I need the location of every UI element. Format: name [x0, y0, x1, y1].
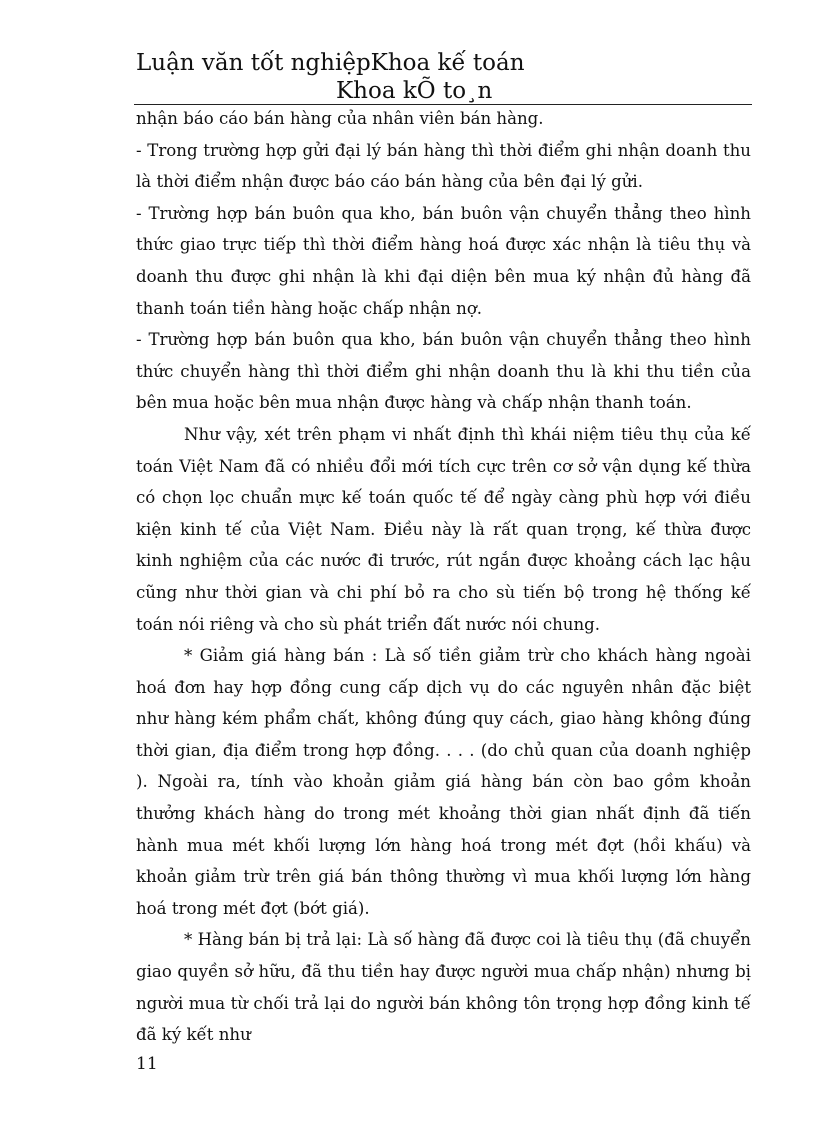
running-header-title: Luận văn tốt nghiệpKhoa kế toán — [136, 50, 525, 76]
paragraph-summary: Như vậy, xét trên phạm vi nhất định thì khái niệm tiêu thụ của kế toán Việt Nam đã có nhiều đổi mới tích cực trên cơ sở vận dụng kế thừa có chọn lọc chuẩn mực kế toán quốc tế để ngày càng phù hợp với điều kiện kinh tế của Việt Nam. Điều này là rất quan trọng, kế thừa được kinh nghiệm của các nước đi trước, rút ngắn được khoảng cách lạc hậu cũng như thời gian và chi phí bỏ ra cho sù tiến bộ trong hệ thống kế toán nói riêng và cho sù phát triển đất nước nói chung. — [136, 424, 751, 634]
document-body — [136, 103, 751, 1051]
page-number: 11 — [136, 1054, 158, 1074]
paragraph-sales-discount: * Giảm giá hàng bán : Là số tiền giảm trừ cho khách hàng ngoài hoá đơn hay hợp đồng cung cấp dịch vụ do các nguyên nhân đặc biệt như hàng kém phẩm chất, không đúng quy cách, giao hàng không đúng thời gian, địa điểm trong hợp đồng. . . . (do chủ quan của doanh nghiệp ). Ngoài ra, tính vào khoản giảm giá hàng bán còn bao gồm khoản thưởng khách hàng do trong mét khoảng thời gian nhất định đã tiến hành mua mét khối lượng lớn hàng hoá trong mét đợt (hồi khấu) và khoản giảm trừ trên giá bán thông thường vì mua khối lượng lớn hàng hoá trong mét đợt (bớt giá). — [136, 646, 751, 918]
paragraph-agent-sales: - Trong trường hợp gửi đại lý bán hàng thì thời điểm ghi nhận doanh thu là thời điểm nhận được báo cáo bán hàng của bên đại lý gửi. — [136, 140, 751, 192]
paragraph-wholesale-shipping: - Trường hợp bán buôn qua kho, bán buôn vận chuyển thẳng theo hình thức chuyển hàng thì thời điểm ghi nhận doanh thu là khi thu tiền của bên mua hoặc bên mua nhận được hàng và chấp nhận thanh toán. — [136, 330, 751, 413]
paragraph-sales-returns: * Hàng bán bị trả lại: Là số hàng đã được coi là tiêu thụ (đã chuyển giao quyền sở hữu, đã thu tiền hay được người mua chấp nhận) nhưng bị người mua từ chối trả lại do người bán không tôn trọng hợp đồng kinh tế đã ký kết như — [136, 930, 751, 1045]
paragraph-continuation: nhận báo cáo bán hàng của nhân viên bán hàng. — [136, 109, 544, 128]
running-header-subtitle: Khoa kÕ to¸n — [336, 78, 493, 104]
paragraph-wholesale-direct: - Trường hợp bán buôn qua kho, bán buôn vận chuyển thẳng theo hình thức giao trực tiếp thì thời điểm hàng hoá được xác nhận là tiêu thụ và doanh thu được ghi nhận là khi đại diện bên mua ký nhận đủ hàng đã thanh toán tiền hàng hoặc chấp nhận nợ. — [136, 203, 751, 318]
